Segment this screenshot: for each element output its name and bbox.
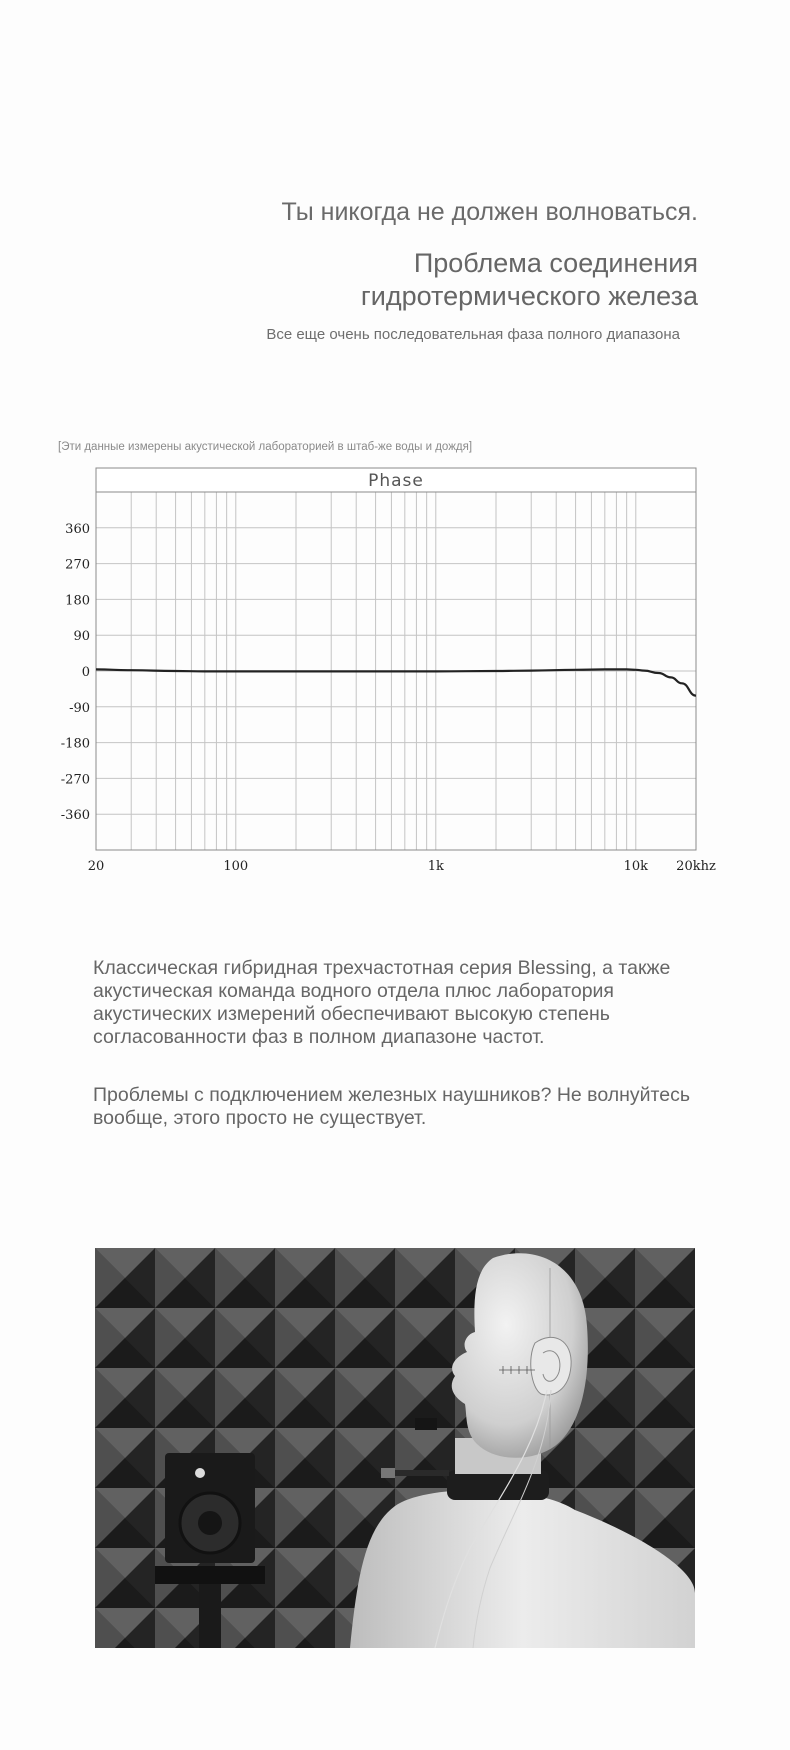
phase-chart: [0, 460, 790, 880]
series-layer: [96, 669, 696, 695]
anechoic-chamber-image: [95, 1248, 695, 1648]
y-tick-label: -90: [69, 700, 90, 716]
mannequin-neck-ring: [447, 1470, 549, 1500]
y-tick-label: -360: [60, 808, 90, 824]
y-tick-label: 0: [81, 665, 90, 680]
y-tick-labels: [61, 522, 90, 823]
chart-title: Phase: [368, 471, 424, 491]
y-tick-label: -270: [60, 772, 90, 788]
phase-series-line: [96, 669, 696, 695]
lab-measurement-photo: [95, 1248, 695, 1648]
subtitle: Проблема соединения гидротермического железа: [360, 248, 698, 311]
description-paragraph-2: Проблемы с подключением железных наушников? Не волнуйтесь вообще, этого просто не существует.: [93, 1084, 690, 1129]
y-tick-label: 180: [65, 593, 90, 609]
tagline: Все еще очень последовательная фаза полного диапазона: [266, 326, 680, 343]
x-tick-label: 1k: [427, 859, 444, 874]
headline: Ты никогда не должен волноваться.: [281, 198, 698, 226]
y-tick-label: 270: [65, 557, 90, 573]
x-tick-labels: [88, 859, 716, 874]
y-tick-label: -180: [60, 736, 90, 752]
x-tick-label: 10k: [623, 859, 649, 874]
y-tick-label: 90: [73, 629, 90, 645]
measurement-microphone: [391, 1470, 449, 1476]
x-tick-label: 20: [87, 859, 105, 874]
y-tick-label: 360: [65, 521, 90, 537]
x-tick-label: 20khz: [676, 859, 716, 874]
x-tick-label: 100: [223, 859, 249, 874]
measurement-note: [Эти данные измерены акустической лабораторией в штаб-же воды и дождя]: [58, 441, 473, 453]
description-paragraph-1: Классическая гибридная трехчастотная серия Blessing, а также акустическая команда водного отдела плюс лаборатория акустических измерений обеспечивают высокую степень согласованности фаз в полном диапазоне частот.: [93, 957, 671, 1048]
